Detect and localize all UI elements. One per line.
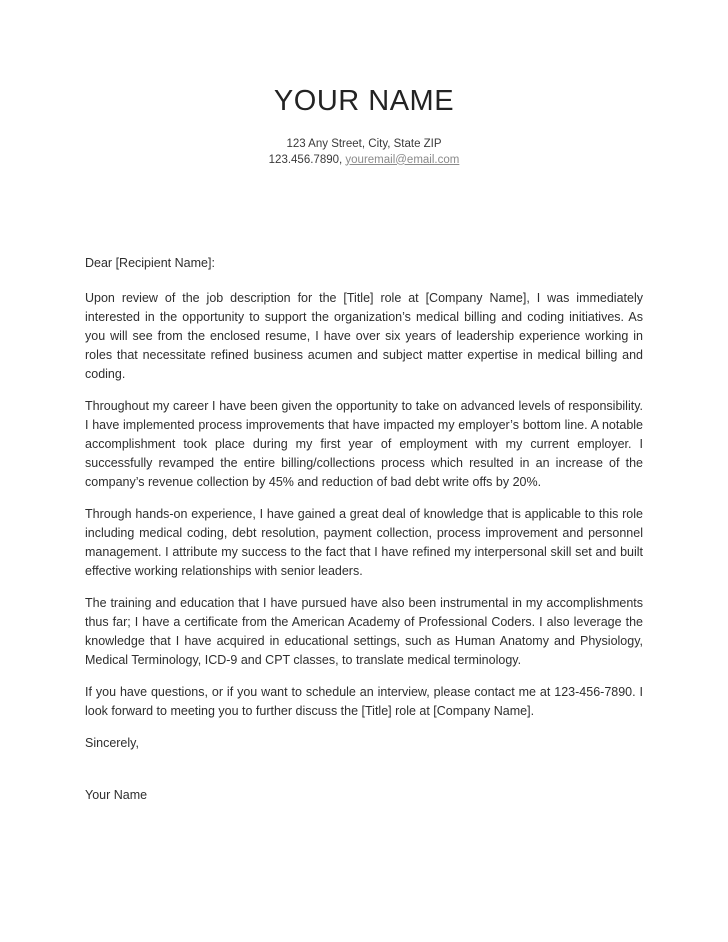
email-link[interactable]: youremail@email.com [345, 153, 460, 166]
paragraph-career: Throughout my career I have been given the opportunity to take on advanced levels of responsibility. I have implemented process improvements that have impacted my employer’s bottom line. A notable accomplishment took place during my first year of employment with my current employer. I successfully revamped the entire billing/collections process which resulted in an increase of the company’s revenue collection by 45% and reduction of bad debt write offs by 20%. [85, 399, 643, 489]
address-line: 123 Any Street, City, State ZIP [286, 138, 442, 150]
closing: Sincerely, [85, 736, 139, 750]
paragraph-intro: Upon review of the job description for the [Title] role at [Company Name], I was immediately interested in the opportunity to support the organization’s medical billing and coding initiatives. As you will see from the enclosed resume, I have over six years of leadership experience working in roles that necessitate refined business acumen and subject matter expertise in medical billing and coding. [85, 291, 643, 381]
signature-name: Your Name [85, 788, 148, 802]
paragraph-experience: Through hands-on experience, I have gained a great deal of knowledge that is applicable to this role including medical coding, debt resolution, payment collection, process improvement and personnel management. I attribute my success to the fact that I have refined my interpersonal skill set and built effective working relationships with senior leaders. [85, 507, 643, 578]
letter-author-name: YOUR NAME [273, 85, 455, 117]
paragraph-education: The training and education that I have pursued have also been instrumental in my accomplishments thus far; I have a certificate from the American Academy of Professional Coders. I also leverage the knowledge that I have acquired in educational settings, such as Human Anatomy and Physiology, Medical Terminology, ICD-9 and CPT classes, to translate medical terminology. [85, 596, 643, 667]
phone-email-line [0, 153, 728, 169]
letter-body [85, 254, 643, 805]
paragraph-contact: If you have questions, or if you want to schedule an interview, please contact me at 123-456-7890. I look forward to meeting you to further discuss the [Title] role at [Company Name]. [85, 685, 643, 718]
phone-number: 123.456.7890, [268, 153, 346, 166]
contact-info-block [0, 137, 728, 168]
salutation: Dear [Recipient Name]: [85, 256, 215, 270]
